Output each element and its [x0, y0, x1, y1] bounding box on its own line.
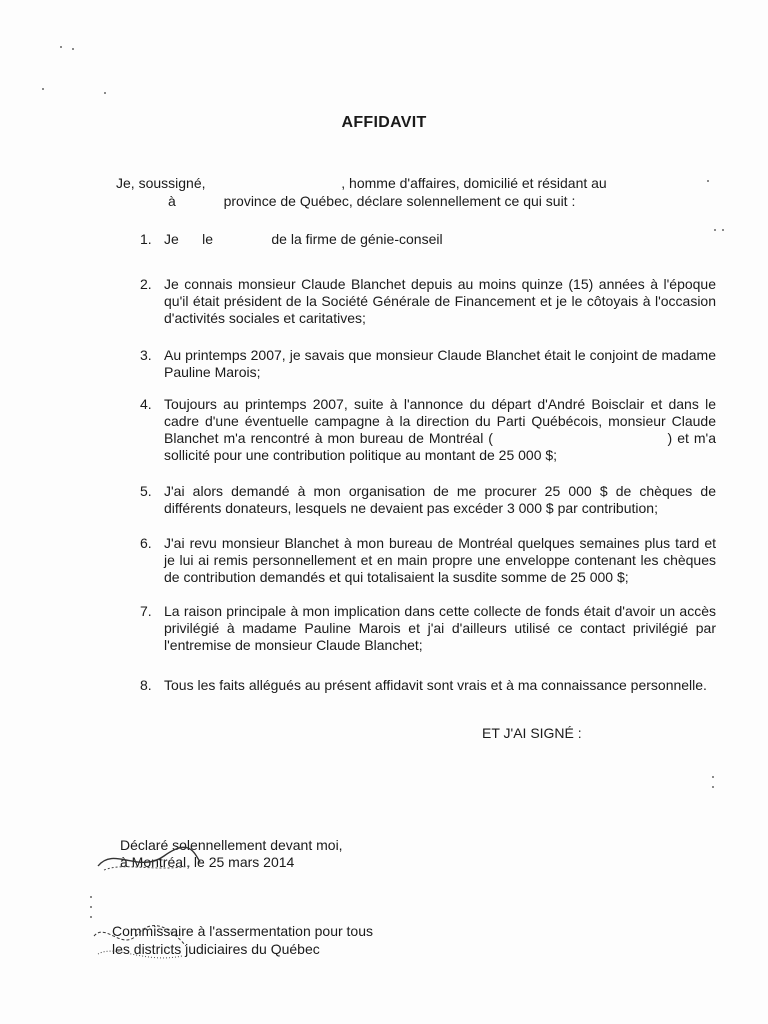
stamp-scribble [92, 916, 188, 966]
commissioner-line-2: les districts judiciaires du Québec [112, 941, 320, 957]
scan-speck [90, 916, 92, 918]
scan-speck [90, 896, 92, 898]
scan-speck [712, 776, 714, 778]
list-item-6 [140, 535, 716, 586]
scan-speck [60, 46, 62, 48]
scan-speck [72, 48, 74, 50]
intro-part-2: , homme d'affaires, domicilié et résidant au [341, 175, 607, 191]
list-item-1 [140, 231, 716, 248]
scan-speck [714, 229, 716, 231]
list-item-number: 7. [140, 603, 152, 619]
intro-line-2 [168, 192, 575, 210]
list-item-number: 3. [140, 347, 152, 363]
list-item-text: Toujours au printemps 2007, suite à l'annonce du départ d'André Boisclair et dans le cadre d'une éventuelle campagne à la direction du Parti Québécois, monsieur Claude Blanchet m'a rencontré à mon bureau de Montréal ( ) et m'a sollicité pour une contribution politique au montant de 25 000 $; [164, 396, 720, 463]
commissioner-line-1: Commissaire à l'assermentation pour tous [112, 923, 374, 939]
intro-part-1: Je, soussigné, [116, 175, 206, 191]
list-item-7 [140, 603, 716, 654]
intro-line-1 [116, 174, 636, 192]
scan-speck [42, 88, 44, 90]
list-item-text: La raison principale à mon implication dans cette collecte de fonds était d'avoir un accès privilégié à madame Pauline Marois et j'ai d'ailleurs utilisé ce contact privilégié par l'entremise de monsieur Claude Blanchet; [164, 603, 716, 653]
list-item-4 [140, 396, 720, 464]
list-item-text: Je le de la firme de génie-conseil [164, 231, 443, 247]
declared-line-1: Déclaré solennellement devant moi, [120, 837, 343, 853]
list-item-8 [140, 677, 716, 694]
list-item-text: Au printemps 2007, je savais que monsieur Claude Blanchet était le conjoint de madame Pauline Marois; [164, 347, 716, 380]
list-item-number: 2. [140, 276, 152, 292]
list-item-text: J'ai alors demandé à mon organisation de me procurer 25 000 $ de chèques de différents donateurs, lesquels ne devaient pas excéder 3 000 $ par contribution; [164, 483, 716, 516]
list-item-text: J'ai revu monsieur Blanchet à mon bureau de Montréal quelques semaines plus tard et je lui ai remis personnellement et en main propre une enveloppe contenant les chèques de contribution demandés et qui totalisaient la susdite somme de 25 000 $; [164, 535, 716, 585]
scan-speck [104, 92, 106, 94]
scan-speck [707, 180, 709, 182]
list-item-3 [140, 347, 716, 381]
intro-line2-b: province de Québec, déclare solennellement ce qui suit : [223, 193, 576, 209]
list-item-text: Je connais monsieur Claude Blanchet depuis au moins quinze (15) années à l'époque qu'il était président de la Société Générale de Financement et je le côtoyais à l'occasion d'activités sociales et caritatives; [164, 276, 716, 326]
list-item-number: 4. [140, 396, 152, 412]
scan-speck [90, 906, 92, 908]
signature-line: ET J'AI SIGNÉ : [482, 725, 582, 741]
list-item-5 [140, 483, 716, 517]
list-item-number: 6. [140, 535, 152, 551]
intro-line2-a: à [168, 193, 176, 209]
document-title: AFFIDAVIT [341, 114, 427, 131]
scan-speck [722, 229, 724, 231]
list-item-number: 1. [140, 231, 152, 247]
list-item-number: 8. [140, 677, 152, 693]
list-item-text: Tous les faits allégués au présent affidavit sont vrais et à ma connaissance personnelle. [164, 677, 707, 693]
list-item-number: 5. [140, 483, 152, 499]
declared-line-2: à Montréal, le 25 mars 2014 [120, 854, 295, 870]
list-item-2 [140, 276, 716, 327]
scan-speck [712, 786, 714, 788]
